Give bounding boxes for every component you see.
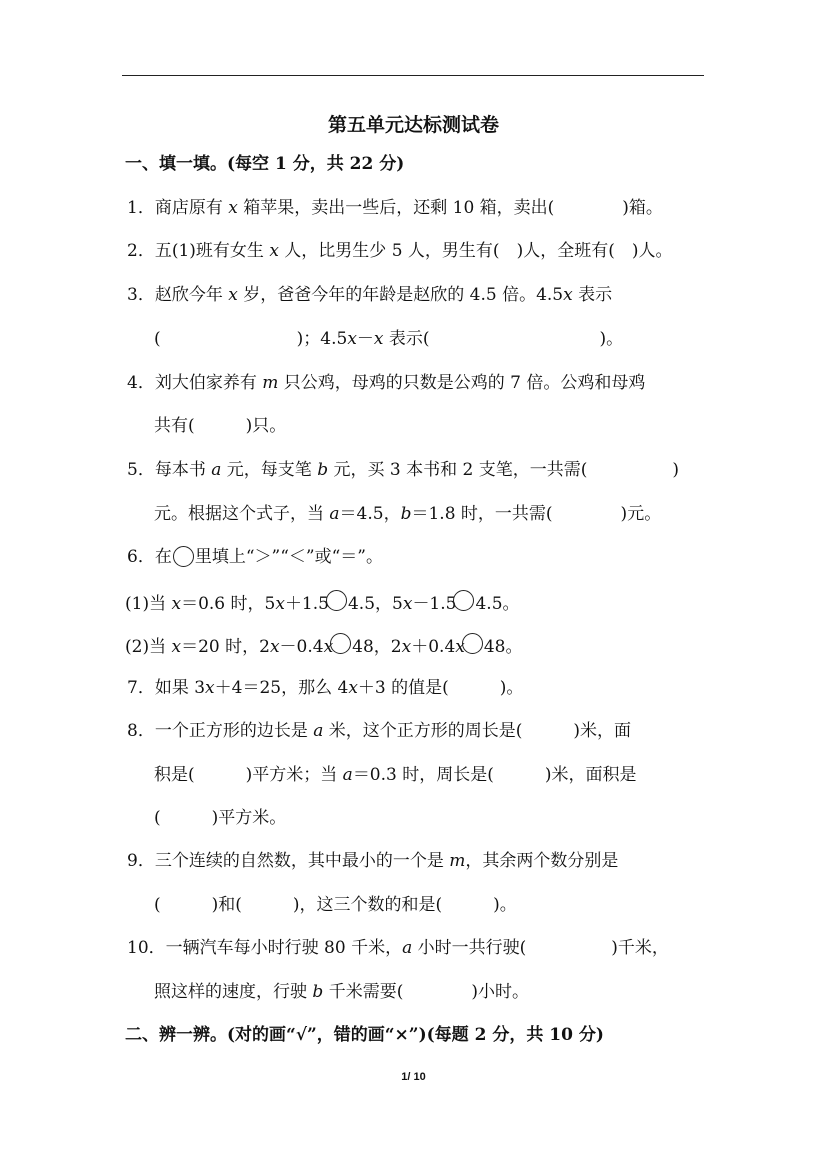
text: ＝1.8 时，一共需( )元。 [411, 504, 662, 524]
text: (2)当 [125, 637, 172, 657]
text: 只公鸡，母鸡的只数是公鸡的 7 倍。公鸡和母鸡 [278, 373, 646, 393]
text: 照这样的速度，行驶 [154, 982, 313, 1002]
question-8-line-2 [154, 764, 637, 786]
text: 里填上“＞”“＜”或“＝”。 [194, 547, 383, 567]
text: 2．五(1)班有女生 [127, 241, 270, 261]
text: － [356, 329, 374, 349]
section-2-heading: 二、辨一辨。(对的画“√”，错的画“×”)(每题 2 分，共 10 分) [125, 1025, 604, 1045]
text: 10．一辆汽车每小时行驶 80 千米， [127, 938, 403, 958]
var: x [373, 329, 384, 349]
var: x [563, 285, 573, 305]
question-4-line-1 [127, 372, 645, 394]
var: x [171, 594, 182, 614]
text: 5．每本书 [127, 460, 212, 480]
question-6-part-2 [125, 633, 523, 658]
text: 6．在 [127, 547, 172, 567]
var: b [317, 460, 329, 480]
text: 48。 [483, 637, 523, 657]
var: a [329, 504, 340, 524]
question-1 [127, 197, 663, 219]
var: x [402, 594, 413, 614]
text: 积是( )平方米；当 [154, 765, 343, 785]
header-rule [122, 75, 704, 76]
question-3-line-2 [154, 328, 623, 350]
var: a [313, 721, 324, 741]
var: b [312, 982, 324, 1002]
question-5-line-1 [127, 459, 679, 481]
text: 人，比男生少 5 人，男生有( )人，全班有( )人。 [278, 241, 673, 261]
question-7 [127, 677, 523, 699]
text: 表示( )。 [383, 329, 624, 349]
var: b [400, 504, 412, 524]
text: 千米需要( )小时。 [323, 982, 529, 1002]
text: ＝0.3 时，周长是( )米，面积是 [352, 765, 637, 785]
text: 元，每支笔 [221, 460, 318, 480]
text: 小时一共行驶( )千米， [412, 938, 669, 958]
page-title: 第五单元达标测试卷 [327, 114, 499, 136]
text: 7．如果 3 [127, 678, 206, 698]
text: 岁，爸爸今年的年龄是赵欣的 4.5 倍。4.5 [237, 285, 564, 305]
text: ＝0.6 时，5 [181, 594, 276, 614]
question-5-line-2 [154, 503, 661, 525]
var: m [449, 851, 466, 871]
var: x [401, 637, 412, 657]
text: ＋3 的值是( )。 [357, 678, 524, 698]
text: 3．赵欣今年 [127, 285, 229, 305]
var: a [211, 460, 222, 480]
text: 8．一个正方形的边长是 [127, 721, 314, 741]
var: a [402, 938, 413, 958]
var: x [347, 329, 357, 349]
text: 元。根据这个式子，当 [154, 504, 330, 524]
text: 1．商店原有 [127, 198, 229, 218]
text: 4.5。 [475, 594, 520, 614]
text: 4.5，5 [347, 594, 403, 614]
text: ＋0.4 [411, 637, 456, 657]
question-8-line-1 [127, 720, 631, 742]
text: ＝4.5， [339, 504, 401, 524]
page-number: 1/ 10 [401, 1071, 426, 1083]
question-4-line-2: 共有( )只。 [154, 416, 287, 436]
text: ＝20 时，2 [181, 637, 270, 657]
question-9-line-1 [127, 850, 618, 872]
text: (1)当 [125, 594, 172, 614]
text: 48，2 [352, 637, 402, 657]
text: －0.4 [279, 637, 324, 657]
text: 表示 [572, 285, 613, 305]
question-10-line-1 [127, 937, 669, 959]
section-1-heading: 一、填一填。(每空 1 分，共 22 分) [125, 154, 405, 174]
question-10-line-2 [154, 981, 529, 1003]
var: x [205, 678, 215, 698]
text: 米，这个正方形的周长是( )米，面 [323, 721, 632, 741]
text: ( )；4.5 [154, 329, 348, 349]
var: x [455, 637, 465, 657]
text: ，其余两个数分别是 [465, 851, 619, 871]
text: ＋4＝25，那么 4 [214, 678, 349, 698]
text: 9．三个连续的自然数，其中最小的一个是 [127, 851, 450, 871]
question-6-part-1 [125, 590, 520, 615]
var: x [228, 285, 238, 305]
answer-circle[interactable] [330, 633, 351, 654]
text: ＋1.5 [284, 594, 329, 614]
answer-circle[interactable] [173, 546, 194, 567]
question-2 [127, 240, 672, 262]
answer-circle[interactable] [326, 590, 347, 611]
question-6 [127, 546, 383, 568]
text: －1.5 [412, 594, 457, 614]
answer-circle[interactable] [453, 590, 474, 611]
text: 元，买 3 本书和 2 支笔，一共需( ) [328, 460, 679, 480]
var: x [269, 241, 279, 261]
question-9-line-2: ( )和( )，这三个数的和是( )。 [154, 895, 517, 915]
question-8-line-3: ( )平方米。 [154, 808, 287, 828]
var: x [228, 198, 238, 218]
var: x [323, 637, 334, 657]
var: x [171, 637, 182, 657]
var: m [262, 373, 279, 393]
var: x [269, 637, 280, 657]
text: 箱苹果，卖出一些后，还剩 10 箱，卖出( )箱。 [237, 198, 663, 218]
var: a [342, 765, 353, 785]
var: x [275, 594, 285, 614]
text: 4．刘大伯家养有 [127, 373, 263, 393]
answer-circle[interactable] [462, 633, 483, 654]
var: x [348, 678, 358, 698]
question-3-line-1 [127, 284, 612, 306]
